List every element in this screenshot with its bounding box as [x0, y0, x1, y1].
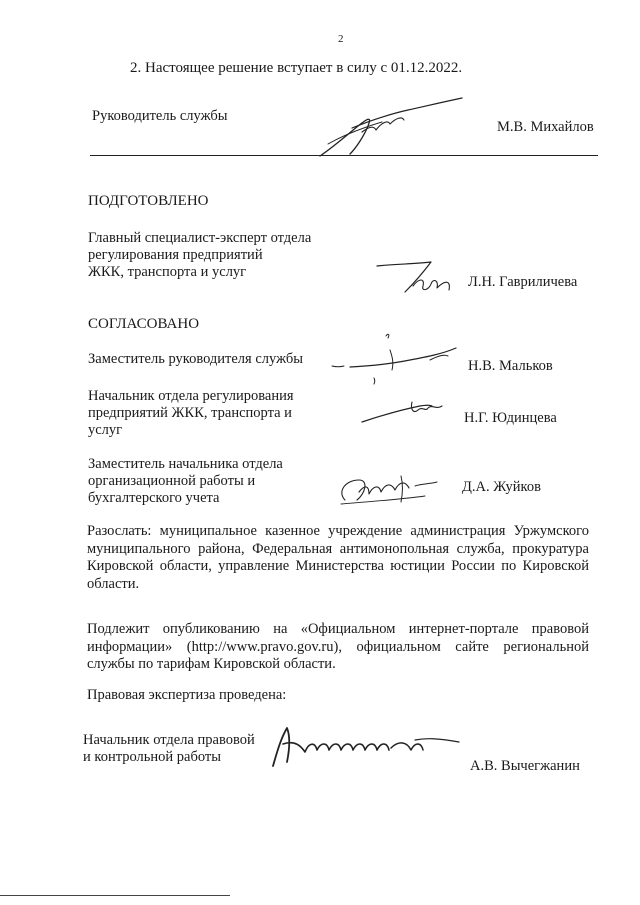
- signer-3-signature: [335, 470, 445, 508]
- prepared-name: Л.Н. Гавриличева: [468, 274, 578, 290]
- prepared-title: Главный специалист-эксперт отдела регулирования предприятий ЖКК, транспорта и услуг: [88, 230, 312, 280]
- legal-review-note: Правовая экспертиза проведена:: [87, 687, 287, 703]
- agreed-heading: СОГЛАСОВАНО: [88, 316, 200, 332]
- head-title: Руководитель службы: [92, 108, 228, 124]
- signer-3-title: Заместитель начальника отдела организационной работы и бухгалтерского учета: [88, 456, 283, 506]
- signer-1-name: Н.В. Мальков: [468, 358, 553, 374]
- separator-line: [90, 155, 598, 156]
- signer-1-title: Заместитель руководителя службы: [88, 351, 304, 367]
- signer-2-signature: [360, 396, 450, 426]
- head-name: М.В. Михайлов: [497, 119, 594, 135]
- legal-review-title: Начальник отдела правовой и контрольной работы: [83, 732, 255, 765]
- signer-2-name: Н.Г. Юдинцева: [464, 410, 557, 426]
- prepared-signature: [375, 260, 465, 296]
- signer-3-name: Д.А. Жуйков: [462, 479, 541, 495]
- effective-date-line: 2. Настоящее решение вступает в силу с 01.12.2022.: [130, 60, 463, 76]
- footer-line: [0, 895, 230, 896]
- distribution-paragraph: Разослать: муниципальное казенное учреждение администрация Уржумского муниципального района, Федеральная антимонопольная служба, прокуратура Кировской области, управление Министерства юстиции России по Кировской области.: [87, 523, 589, 592]
- publication-paragraph: Подлежит опубликованию на «Официальном интернет-портале правовой информации» (http://www.pravo.gov.ru), официальном сайте региональной службы по тарифам Кировской области.: [87, 621, 589, 672]
- legal-review-name: А.В. Вычегжанин: [470, 758, 580, 774]
- legal-review-signature: [265, 722, 465, 772]
- page-number: 2: [338, 33, 344, 45]
- signer-1-signature: [330, 330, 460, 385]
- prepared-heading: ПОДГОТОВЛЕНО: [88, 193, 209, 209]
- signer-2-title: Начальник отдела регулирования предприятий ЖКК, транспорта и услуг: [88, 388, 294, 438]
